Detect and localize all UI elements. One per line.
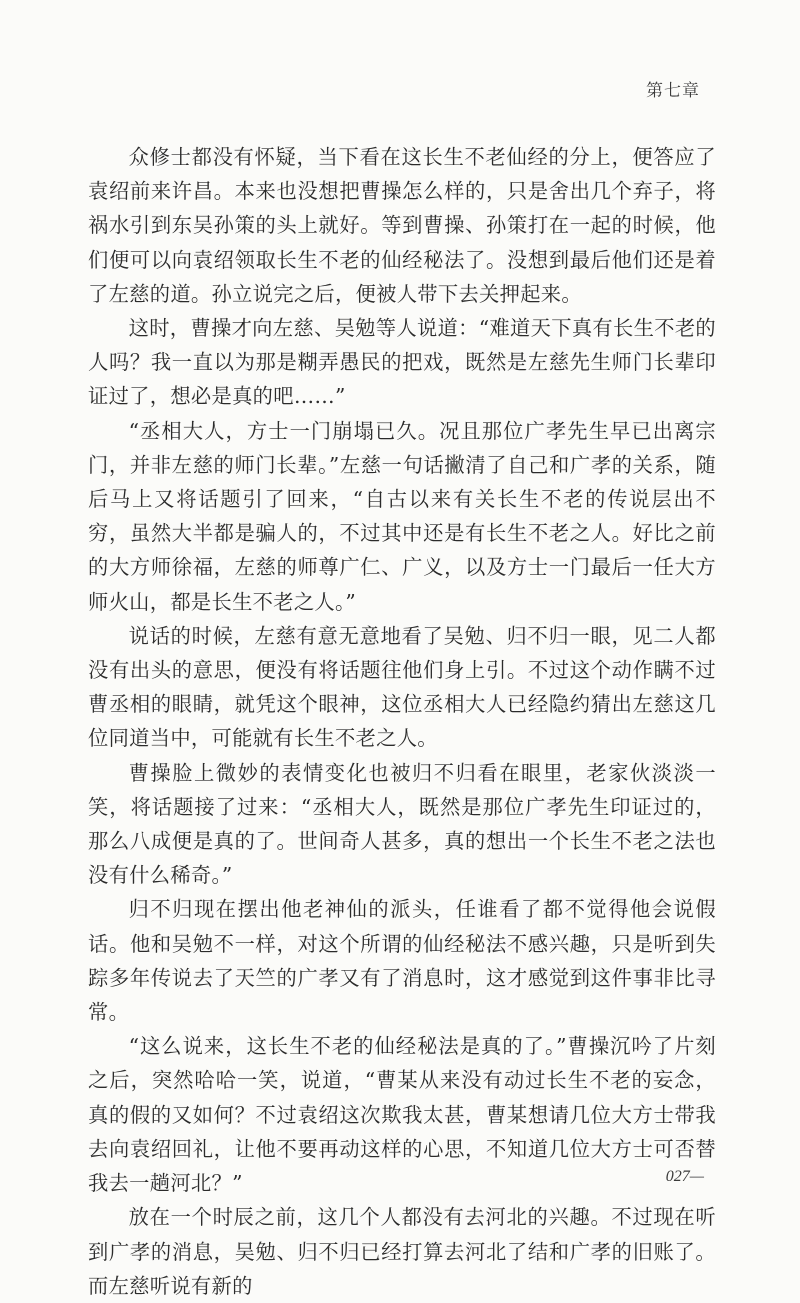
page-number: 027— <box>665 1168 704 1185</box>
paragraph: 这时，曹操才向左慈、吴勉等人说道：“难道天下真有长生不老的人吗？我一直以为那是糊弄愚民的把戏，既然是左慈先生师门长辈印证过了，想必是真的吧……” <box>88 316 716 409</box>
paragraph: 曹操脸上微妙的表情变化也被归不归看在眼里，老家伙淡淡一笑，将话题接了过来：“丞相大人，既然是那位广孝先生印证过的，那么八成便是真的了。世间奇人甚多，真的想出一个长生不老之法也没有什么稀奇。” <box>88 760 716 888</box>
paragraph: 归不归现在摆出他老神仙的派头，任谁看了都不觉得他会说假话。他和吴勉不一样，对这个所谓的仙经秘法不感兴趣，只是听到失踪多年传说去了天竺的广孝又有了消息时，这才感觉到这件事非比寻常。 <box>88 897 716 1025</box>
chapter-header: 第七章 <box>646 81 700 101</box>
body-text <box>88 140 716 1303</box>
paragraph: “丞相大人，方士一门崩塌已久。况且那位广孝先生早已出离宗门，并非左慈的师门长辈。”左慈一句话撇清了自己和广孝的关系，随后马上又将话题引了回来，“自古以来有关长生不老的传说层出不穷，虽然大半都是骗人的，不过其中还是有长生不老之人。好比之前的大方师徐福，左慈的师尊广仁、广义，以及方士一门最后一任大方师火山，都是长生不老之人。” <box>88 418 716 614</box>
paragraph: 放在一个时辰之前，这几个人都没有去河北的兴趣。不过现在听到广孝的消息，吴勉、归不归已经打算去河北了结和广孝的旧账了。而左慈听说有新的 <box>88 1205 716 1298</box>
paragraph: 众修士都没有怀疑，当下看在这长生不老仙经的分上，便答应了袁绍前来许昌。本来也没想把曹操怎么样的，只是舍出几个弃子，将祸水引到东吴孙策的头上就好。等到曹操、孙策打在一起的时候，他们便可以向袁绍领取长生不老的仙经秘法了。没想到最后他们还是着了左慈的道。孙立说完之后，便被人带下去关押起来。 <box>88 145 716 306</box>
paragraph: “这么说来，这长生不老的仙经秘法是真的了。”曹操沉吟了片刻之后，突然哈哈一笑，说道，“曹某从来没有动过长生不老的妄念，真的假的又如何？不过袁绍这次欺我太甚，曹某想请几位大方士带我去向袁绍回礼，让他不要再动这样的心思，不知道几位大方士可否替我去一趟河北？” <box>88 1034 716 1196</box>
paragraph: 说话的时候，左慈有意无意地看了吴勉、归不归一眼，见二人都没有出头的意思，便没有将话题往他们身上引。不过这个动作瞒不过曹丞相的眼睛，就凭这个眼神，这位丞相大人已经隐约猜出左慈这几位同道当中，可能就有长生不老之人。 <box>88 623 716 751</box>
